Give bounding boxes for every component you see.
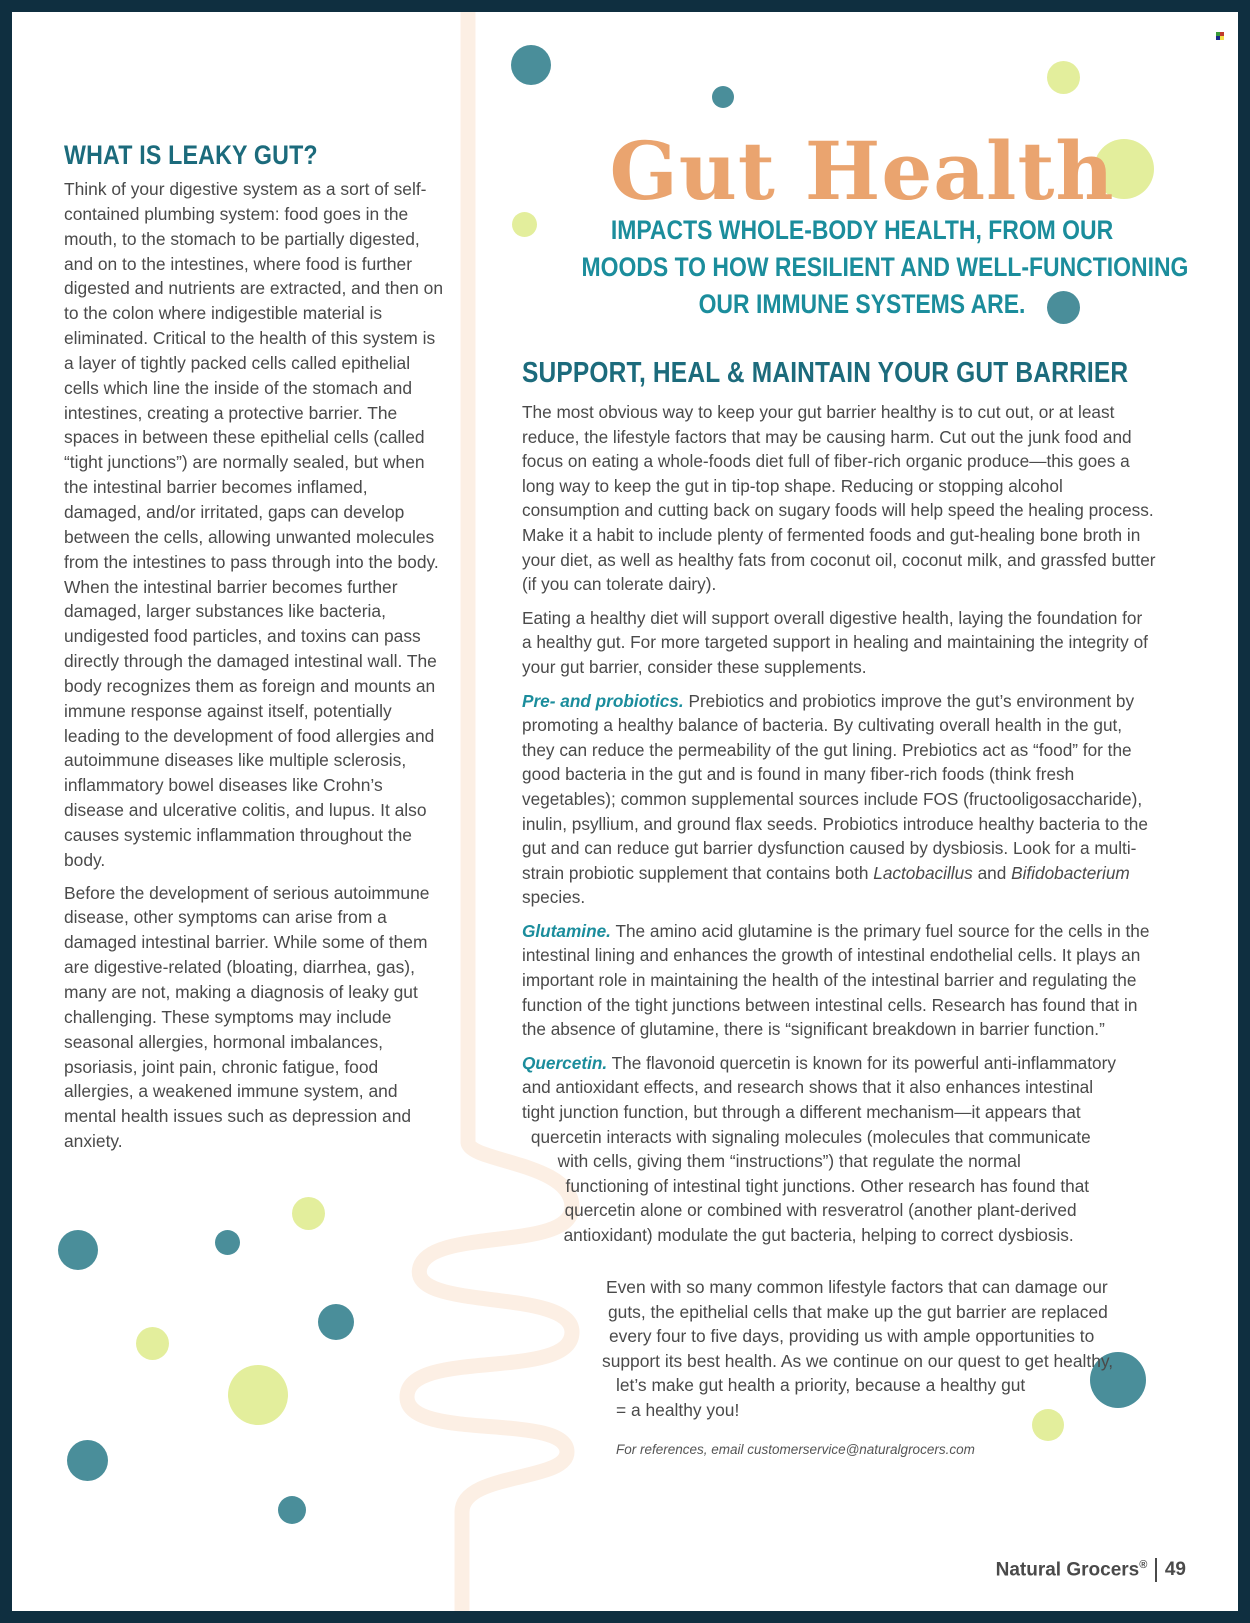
subtitle-line: MOODS TO HOW RESILIENT AND WELL-FUNCTIONING: [581, 252, 1189, 282]
closing-line: Even with so many common lifestyle factors that can damage our: [606, 1277, 1108, 1297]
quercetin-text: The flavonoid quercetin is known for its powerful anti-inflammatory: [607, 1052, 1116, 1073]
quercetin-line: [522, 1051, 1156, 1076]
gut-barrier-section: [522, 357, 1162, 1257]
decorative-dot: [292, 1197, 325, 1230]
closing-line: guts, the epithelial cells that make up the gut barrier are replaced: [608, 1301, 1108, 1322]
species-name: Bifidobacterium: [1011, 862, 1130, 883]
registration-mark-icon: [1216, 32, 1224, 40]
probiotics-lead: Pre- and probiotics.: [522, 690, 684, 711]
probiotics-text: Prebiotics and probiotics improve the gut’s environment by promoting a healthy balance of bacteria. By cultivating overall health in the gut, they can reduce the permeability of the gut lining. Prebiotics act as “food” for the good bacteria in the gut and is found in many fiber-rich foods (think fresh vegetables); common supplemental sources include FOS (fructooligosaccharide), inulin, psyllium, and ground flax seeds. Probiotics introduce healthy bacteria to the gut and can reduce gut barrier dysfunction caused by dysbiosis. Look for a multi-strain probiotic supplement that contains both: [522, 690, 1148, 883]
closing-paragraph: [590, 1275, 1150, 1423]
hero-title-block: [532, 124, 1192, 323]
body-paragraph: Before the development of serious autoimmune disease, other symptoms can arise from a damaged intestinal barrier. While some of them are digestive-related (bloating, diarrhea, gas), many are not, making a diagnosis of leaky gut challenging. These symptoms may include seasonal allergies, hormonal imbalances, psoriasis, joint pain, chronic fatigue, food allergies, a weakened immune system, and mental health issues such as depression and anxiety.: [64, 882, 430, 1152]
quercetin-lead: Quercetin.: [522, 1052, 608, 1073]
quercetin-line: and antioxidant effects, and research shows that it also enhances intestinal: [522, 1077, 1094, 1098]
magazine-page: [12, 12, 1238, 1611]
closing-line: = a healthy you!: [616, 1399, 740, 1420]
decorative-dot: [712, 86, 734, 108]
probiotics-paragraph: [522, 689, 1156, 910]
body-paragraph: Eating a healthy diet will support overall digestive health, laying the foundation for a healthy gut. For more targeted support in healing and maintaining the integrity of your gut barrier, consider these supplements.: [522, 607, 1148, 677]
decorative-dot: [67, 1440, 108, 1481]
closing-line: every four to five days, providing us with ample opportunities to: [609, 1326, 1095, 1347]
brand-text: Natural Grocers: [995, 1559, 1140, 1581]
page-number: 49: [1164, 1559, 1186, 1580]
decorative-dot: [278, 1496, 306, 1524]
quercetin-paragraph: [522, 1051, 1156, 1248]
references-note: For references, email customerservice@naturalgrocers.com: [616, 1442, 975, 1457]
leaky-gut-section: [64, 140, 444, 1162]
decorative-dot: [215, 1230, 240, 1255]
decorative-dot: [1047, 61, 1080, 94]
registered-mark: ®: [1139, 1558, 1148, 1571]
closing-line: support its best health. As we continue on our quest to get healthy,: [602, 1350, 1114, 1371]
quercetin-line: quercetin alone or combined with resveratrol (another plant-derived: [564, 1200, 1077, 1221]
quercetin-line: with cells, giving them “instructions”) that regulate the normal: [557, 1151, 1021, 1172]
species-name: Lactobacillus: [873, 862, 973, 883]
quercetin-line: antioxidant) modulate the gut bacteria, helping to correct dysbiosis.: [563, 1225, 1074, 1245]
section-heading: WHAT IS LEAKY GUT?: [64, 140, 318, 170]
glutamine-lead: Glutamine.: [522, 920, 611, 941]
page-title: Gut Health: [609, 124, 1115, 218]
decorative-dot: [511, 45, 551, 85]
section-heading: SUPPORT, HEAL & MAINTAIN YOUR GUT BARRIER: [522, 357, 1129, 389]
decorative-dot: [318, 1304, 354, 1340]
body-paragraph: The most obvious way to keep your gut barrier healthy is to cut out, or at least reduce, the lifestyle factors that may be causing harm. Cut out the junk food and focus on eating a whole-foods diet full of fiber-rich organic produce—this goes a long way to keep the gut in tip-top shape. Reducing or stopping alcohol consumption and cutting back on sugary foods will help speed the healing process. Make it a habit to include plenty of fermented foods and gut-healing bone broth in your diet, as well as healthy fats from coconut oil, coconut milk, and grassfed butter (if you can tolerate dairy).: [522, 402, 1156, 595]
probiotics-end-text: species.: [522, 887, 586, 908]
decorative-dot: [136, 1327, 169, 1360]
glutamine-text: The amino acid glutamine is the primary fuel source for the cells in the intestinal lining and enhances the growth of intestinal endothelial cells. It plays an important role in maintaining the health of the intestinal barrier and regulating the function of the tight junctions between intestinal cells. Research has found that in the absence of glutamine, there is “significant breakdown in barrier function.”: [522, 920, 1150, 1040]
quercetin-line: quercetin interacts with signaling molecules (molecules that communicate: [530, 1126, 1091, 1147]
body-paragraph: Think of your digestive system as a sort of self-contained plumbing system: food goes in the mouth, to the stomach to be partially digested, and on to the intestines, where food is further digested and nutrients are extracted, and then on to the colon where indigestible material is eliminated. Critical to the health of this system is a layer of tightly packed cells called epithelial cells which line the inside of the stomach and intestines, creating a protective barrier. The spaces in between these epithelial cells (called “tight junctions”) are normally sealed, but when the intestinal barrier becomes inflamed, damaged, and/or irritated, gaps can develop between the cells, allowing unwanted molecules from the intestines to pass through into the body. When the intestinal barrier becomes further damaged, larger substances like bacteria, undigested food particles, and toxins can pass directly through the damaged intestinal wall. The body recognizes them as foreign and mounts an immune response against itself, potentially leading to the development of food allergies and autoimmune diseases like multiple sclerosis, inflammatory bowel diseases like Crohn’s disease and ulcerative colitis, and lupus. It also causes systemic inflammation throughout the body.: [64, 179, 443, 870]
footer-divider: [1155, 1558, 1157, 1582]
closing-line: let’s make gut health a priority, because a healthy gut: [616, 1375, 1026, 1396]
conjunction-text: and: [972, 862, 1012, 883]
subtitle-line: OUR IMMUNE SYSTEMS ARE.: [698, 289, 1026, 319]
glutamine-paragraph: [522, 919, 1156, 1042]
brand-name: [996, 1559, 1148, 1581]
subtitle-line: IMPACTS WHOLE-BODY HEALTH, FROM OUR: [610, 215, 1114, 245]
page-footer: [996, 1558, 1186, 1582]
quercetin-line: tight junction function, but through a different mechanism—it appears that: [522, 1102, 1081, 1123]
decorative-dot: [228, 1365, 288, 1425]
quercetin-line: functioning of intestinal tight junctions. Other research has found that: [565, 1175, 1090, 1196]
decorative-dot: [58, 1230, 98, 1270]
